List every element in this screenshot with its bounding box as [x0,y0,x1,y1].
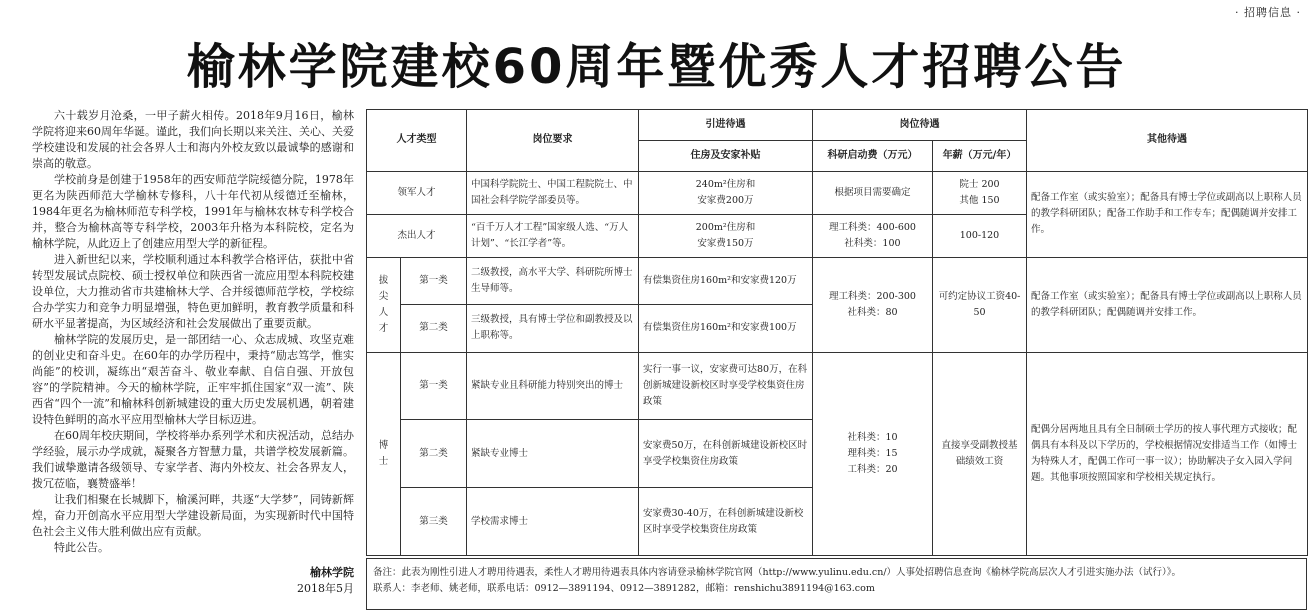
housing-leading-b: 安家费200万 [697,194,754,206]
intro-paragraph: 特此公告。 [54,541,109,554]
intro-paragraph: 学校前身是创建于1958年的西安师范学院绥德分院，1978年更名为陕西师范大学榆林专修科，八十年代初从绥德迁至榆林，1984年更名为榆林师范专科学校，1991年与榆林农林专科学校合并，整合为榆林高等专科学校，2003年升格为本科院校，定名为榆林学院，从此迈上了创建应用型大学的新征程。 [32,173,354,250]
req-top2: 三级教授，具有博士学位和副教授及以上职称等。 [467,305,639,352]
intro-paragraph: 榆林学院的发展历史，是一部团结一心、众志成城、攻坚克难的创业史和奋斗史。在60年的办学历程中，秉持“励志笃学，惟实尚能”的校训，凝练出“艰苦奋斗、敬业奉献、自信自强、开放包容”的学院精神。今天的榆林学院，正牢牢抓住国家“双一流”、陕西省“四个一流”和榆林科创新城建设的重大历史发展机遇，朝着建设特色鲜明的高水平应用型榆林大学目标迈进。 [32,333,354,426]
type-leading: 领军人才 [367,171,467,214]
signature: 榆林学院 [310,566,354,579]
header-annual-salary: 年薪（万元/年） [933,140,1027,171]
housing-leading-a: 240m²住房和 [695,178,756,190]
header-talent-type: 人才类型 [367,110,467,172]
footer-contact: 联系人：李老师、姚老师，联系电话：0912—3891194、0912—3891282，邮箱：renshichu3891194@163.com [373,583,875,594]
group-top-label: 拔尖人才 [378,274,389,334]
salary-leading-a: 院士 200 [959,178,1000,190]
type-outstanding: 杰出人才 [367,214,467,257]
intro-text [32,108,354,556]
level-top1: 第一类 [401,257,467,304]
research-outstanding [813,214,933,257]
housing-leading [639,171,813,214]
research-phd-a: 社科类：10 [847,431,898,443]
header-other-benefits: 其他待遇 [1027,110,1308,172]
research-top-a: 理工科类：200-300 [829,290,916,302]
footer-note: 备注：此表为刚性引进人才聘用待遇表，柔性人才聘用待遇表具体内容请登录榆林学院官网（http://www.yulinu.edu.cn/）人事处招聘信息查询《榆林学院高层次人才引进实施办法（试行）》。 [373,567,1182,578]
housing-outstanding-b: 安家费150万 [697,237,754,249]
header-housing: 住房及安家补贴 [639,140,813,171]
req-top1: 二级教授，高水平大学、科研院所博士生导师等。 [467,257,639,304]
header-requirements: 岗位要求 [467,110,639,172]
salary-leading-b: 其他 150 [959,194,1000,206]
header-intro-benefits: 引进待遇 [639,110,813,141]
level-phd2: 第二类 [401,420,467,488]
housing-phd1: 实行一事一议，安家费可达80万，在科创新城建设新校区时享受学校集资住房政策 [639,352,813,420]
housing-outstanding [639,214,813,257]
level-phd1: 第一类 [401,352,467,420]
salary-leading [933,171,1027,214]
research-top [813,257,933,352]
intro-paragraph: 进入新世纪以来，学校顺利通过本科教学合格评估，获批中省转型发展试点院校、硕士授权单位和陕西省一流应用型本科院校建设单位，大力推动省市共建榆林大学、合并绥德师范学校，学校综合办学实力和竞争力明显增强，特色更加鲜明，教育教学质量和科研水平显著提高，为区域经济和社会发展做出了重要贡献。 [32,253,354,330]
level-top2: 第二类 [401,305,467,352]
group-phd [367,352,401,556]
page-title: 榆林学院建校60周年暨优秀人才招聘公告 [186,39,1127,95]
salary-outstanding: 100-120 [933,214,1027,257]
research-outstanding-b: 社科类：100 [844,237,901,249]
table-footer [366,558,1307,610]
housing-top1: 有偿集资住房160m²和安家费120万 [639,257,813,304]
housing-phd2: 安家费50万，在科创新城建设新校区时享受学校集资住房政策 [639,420,813,488]
research-leading: 根据项目需要确定 [813,171,933,214]
salary-top: 可约定协议工资40-50 [933,257,1027,352]
group-phd-label: 博士 [378,439,389,467]
salary-phd: 直接享受副教授基础绩效工资 [933,352,1027,556]
recruitment-table [366,109,1308,556]
header-research-funds: 科研启动费（万元） [813,140,933,171]
housing-outstanding-a: 200m²住房和 [695,221,756,233]
housing-phd3: 安家费30-40万，在科创新城建设新校区时享受学校集资住房政策 [639,488,813,556]
research-phd [813,352,933,556]
req-outstanding: “百千万人才工程”国家级人选、“万人计划”、“长江学者”等。 [467,214,639,257]
intro-paragraph: 在60周年校庆期间，学校将举办系列学术和庆祝活动，总结办学经验，展示办学成就，凝聚各方智慧力量，共谱学校发展新篇。我们诚挚邀请各级领导、专家学者、海内外校友、社会各界友人，拨冗莅临，襄赞盛举！ [32,429,354,490]
level-phd3: 第三类 [401,488,467,556]
research-phd-c: 工科类：20 [847,463,898,475]
column-tag: · 招聘信息 · [1235,6,1301,19]
req-phd3: 学校需求博士 [467,488,639,556]
other-phd: 配偶分居两地且具有全日制硕士学历的按人事代理方式接收；配偶具有本科及以下学历的，学校根据情况安排适当工作（如博士为特殊人才，配偶工作可一事一议）；协助解决子女入园入学问题。其他事项按照国家和学校相关规定执行。 [1027,352,1308,556]
other-leading: 配备工作室（或实验室）；配备具有博士学位或副高以上职称人员的教学科研团队；配备工作助手和工作专车；配偶随调并安排工作。 [1027,171,1308,257]
signature-date: 2018年5月 [297,582,354,595]
req-leading: 中国科学院院士、中国工程院院士、中国社会科学院学部委员等。 [467,171,639,214]
req-phd2: 紧缺专业博士 [467,420,639,488]
housing-top2: 有偿集资住房160m²和安家费100万 [639,305,813,352]
research-top-b: 社科类：80 [847,306,898,318]
research-phd-b: 理科类：15 [847,447,898,459]
intro-paragraph: 六十载岁月沧桑，一甲子薪火相传。2018年9月16日，榆林学院将迎来60周年华诞。谨此，我们向长期以来关注、关心、关爱学校建设和发展的社会各界人士和海内外校友致以最诚挚的感谢和崇高的敬意。 [32,109,354,170]
research-outstanding-a: 理工科类：400-600 [829,221,916,233]
group-top [367,257,401,352]
req-phd1: 紧缺专业且科研能力特别突出的博士 [467,352,639,420]
intro-paragraph: 让我们相聚在长城脚下，榆溪河畔，共逐“大学梦”，同铸新辉煌，奋力开创高水平应用型大学建设新局面，为实现新时代中国特色社会主义伟大胜利做出应有贡献。 [32,493,354,538]
header-position-benefits: 岗位待遇 [813,110,1027,141]
other-top: 配备工作室（或实验室）；配备具有博士学位或副高以上职称人员的教学科研团队；配偶随调并安排工作。 [1027,257,1308,352]
